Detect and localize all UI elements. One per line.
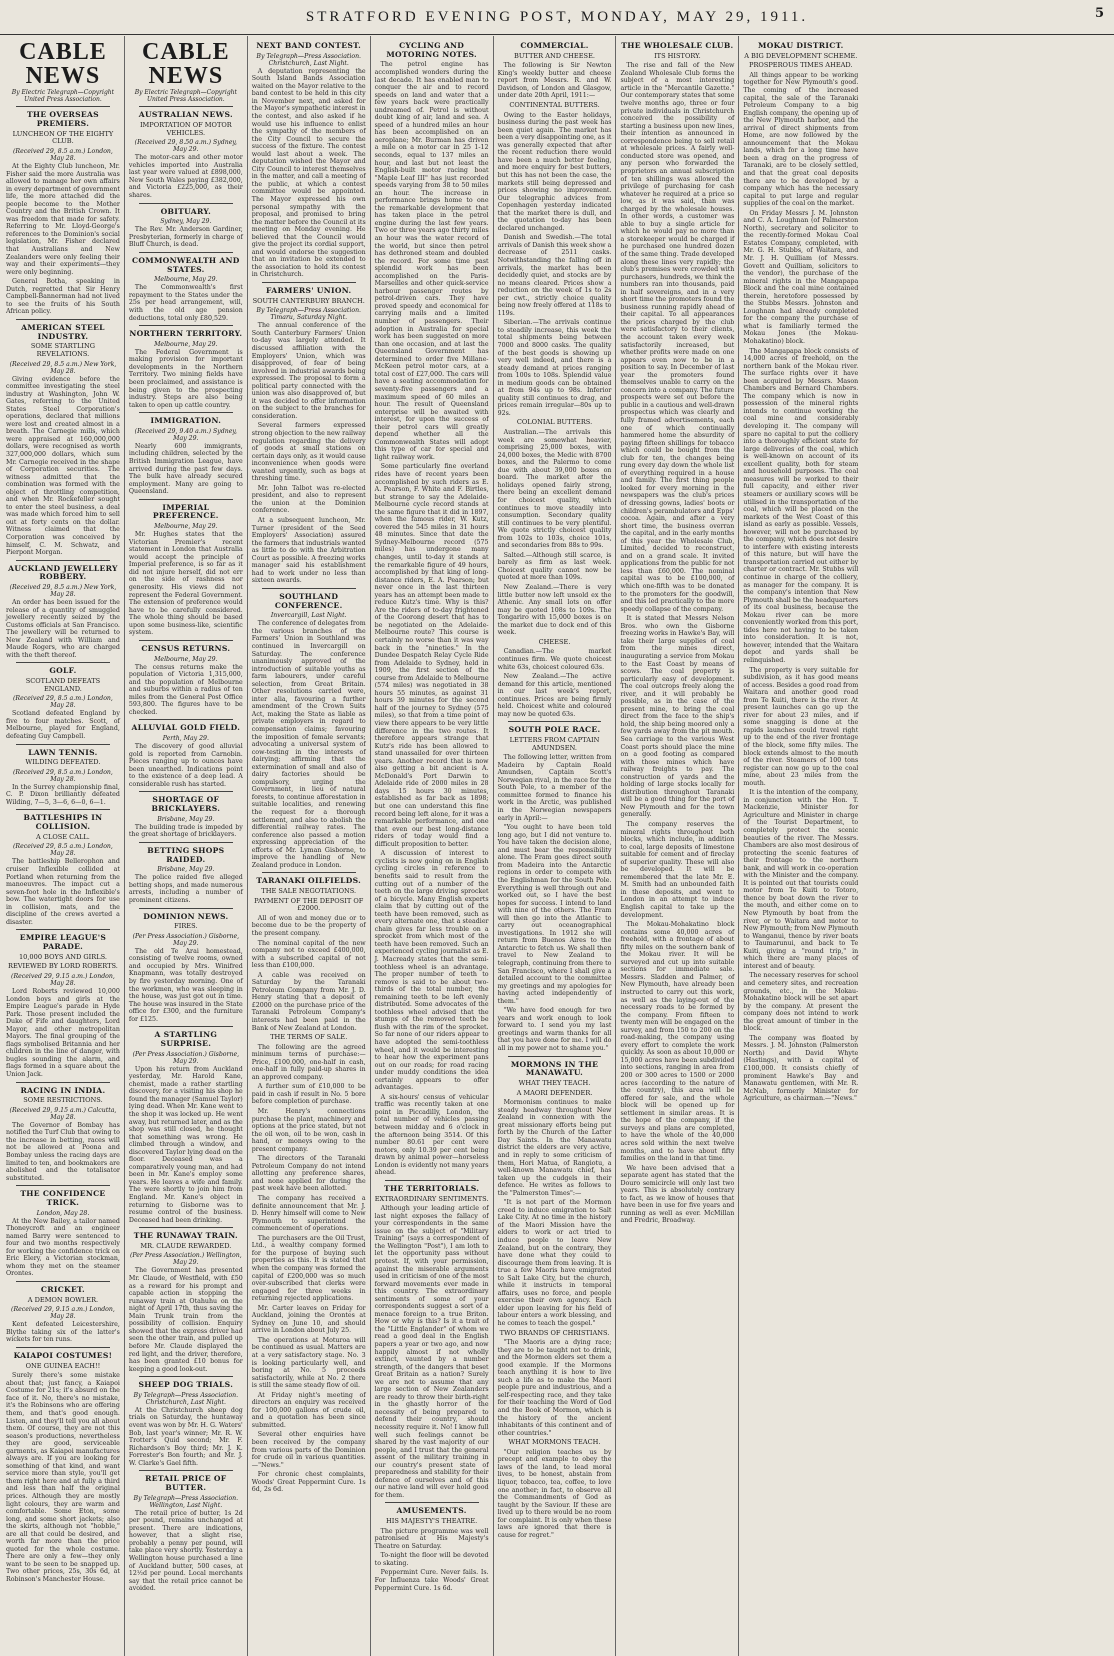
article-headline: NORTHERN TERRITORY.: [129, 329, 243, 339]
article-paragraph: A further sum of £10,000 to be paid in cash if result in No. 5 bore before completion of purchase.: [251, 1083, 366, 1106]
article-paragraph: The company reserves the mineral rights throughout both blocks, which include, in addition to coal, large deposits of limestone suitable for cement and of fireclay of superior quality. These will also be developed. It will be remembered that the late Mr. E. M. Smith had an unbounded faith in these deposits, and went to London in an attempt to induce English capital to take up the development.: [620, 820, 735, 919]
column-rule: [16, 319, 110, 320]
article-subheadline: A BIG DEVELOPMENT SCHEME.: [744, 51, 858, 60]
article-subheadline: THE TERMS OF SALE.: [270, 1033, 348, 1042]
article-paragraph: The property is very suitable for subdivision, as it has good means of access. Besides a good road from Waitara and another good road from Te Kuiti, there is the river. At present launches can go up the river for about 23 miles, and if some snagging is done at the rapids launches could travel right up to the end of the river frontage of the block, some fifty miles. The block extends almost to the mouth of the river. Steamers of 100 tons register can now go up to the coal mine, about 23 miles from the mouth.: [743, 666, 859, 787]
article-dateline: Brisbane, May 29.: [157, 815, 215, 823]
column-rule: [139, 640, 233, 641]
article-subheadline: LUNCHEON OF THE EIGHTY CLUB.: [12, 129, 114, 146]
article-paragraph: Mr. John Talbot was re-elected president, and also to represent the union at the Dominion conference.: [251, 484, 366, 515]
article-paragraph: Mr. Hughes states that the Victorian Premier's recent statement in London that Australia would accept the principle of Imperial preference, is so far as it did not injure herself, did not err on the side of rashness nor generosity. His views did not represent the Federal Government. The extension of preference would have to be carefully considered. The whole thing should be based upon some business-like, scientific system.: [128, 531, 243, 637]
article-paragraph: Some particularly fine overland rides have of recent years been accomplished by such riders as E. A. Pearson, F. White and F. Birtles, but strange to say the Adelaide-Melbourne cycle record stands at the same figure that it did in 1897, when the famous rider, W. Kutz, covered the 545 miles in 31 hours 48 minutes. Since that date the Sydney-Melbourne record (575 miles) has undergone many changes, until to-day it stands at the remarkable figure of 49 hours, accomplished by that king of long-distance riders, E. A. Pearson; but never once in the last thirteen years has an attempt been made to reduce Kutz's time. Why is this? Are the riders of to-day frightened of the Coorong desert that has to be negotiated on the Adelaide-Melbourne route? This course is certainly no worse than it was way back in the "nineties." In the Dundee Despatch Relay Cycle Ride from Adelaide to Sydney, held in 1909, the first section of the course from Adelaide to Melbourne (574 miles) was negotiated in 38 hours 55 minutes, as against 31 hours 39 minutes for the second half of the journey to Sydney (575 miles), so that from a time point of view there appears to be very little difference in the two routes. It therefore appears strange that Kutz's ride has been allowed to stand unassailed for over thirteen years. Another record that is now also getting a bit ancient is A. McDonald's Port Darwin to Adelaide ride of 2000 miles in 28 days 15 hours 30 minutes, established as far back as 1898; but one can understand this fine record being left alone, for it was a remarkable performance, and one that even our best long-distance riders of today would find a difficult proposition to better.: [374, 463, 489, 848]
article-paragraph: The company was floated by Messrs. J. M. Johnston (Palmerston North) and David Whyte (Hastings), with a capital of £100,000. It consists chiefly of prominent Hawke's Bay and Manawatu gentlemen, with Mr. R. McNab, formerly Minister for Agriculture, as chairman.—"News.": [743, 1034, 859, 1103]
column-rule: [139, 842, 233, 843]
article-dateline: (Per Press Association.) Gisborne, May 29.: [132, 1050, 240, 1065]
article-paragraph: General Botha, speaking in Dutch, regretted that Sir Henry Campbell-Bannerman had not lived to see the fruits of his South African policy.: [6, 278, 120, 316]
article-paragraph: The building trade is impeded by the great shortage of bricklayers.: [128, 823, 243, 839]
article-paragraph: The Commonwealth's first repayment to the States under the 25s per head arrangement, will, with the old age pension deductions, total only £80,529.: [128, 284, 243, 322]
article-headline: COMMONWEALTH AND STATES.: [132, 255, 240, 274]
article-subheadline: WILDING DEFEATED.: [25, 758, 101, 767]
article-paragraph: Mr. Henry's connections purchase the plant, machinery and options at the price stated, but not the oil won, oil to be won, cash in hand, or moneys owing to the present company.: [251, 1108, 366, 1153]
article-subheadline: CHEESE.: [538, 637, 571, 646]
column-rule: [139, 203, 233, 204]
article-paragraph: We have been advised that a separate agent has stated that the Douro semicircle will only last two years. This is absolutely contrary to fact, as we know of houses that have been in use for five years and running as well as ever. McMillan and Fredric, Broadway.: [620, 1164, 735, 1225]
article-headline: ALLUVIAL GOLD FIELD.: [131, 723, 241, 733]
column-2: [125, 36, 248, 1656]
article-dateline: (Received 29, 9.15 a.m.) London, May 28.: [11, 972, 115, 987]
article-headline: COMMERCIAL.: [520, 41, 589, 50]
article-dateline: By Telegraph—Press Association. Timaru, Saturday Night.: [256, 307, 362, 322]
article-subheadline: PAYMENT OF THE DEPOSIT OF £2000.: [254, 896, 364, 913]
article-paragraph: On Friday Messrs J. M. Johnston and C. A. Loughnan (of Palmerston North), secretary and solicitor to the recently-formed Mokau Coal Estates Company, completed, with Mr. G. H. Stubbs, of Waitara, and Mr. J. H. Quilliam (of Messrs. Govett and Quilliam, solicitors to the vendor), the purchase of the mineral rights in the Mangapapa Block and the coal mine contained therein, heretofore possessed by the Stubbs Messrs. Johnston and Loughnan had already completed for the company the purchase of what is familiarly termed the Mokau Jones (the Mokau-Mohakatino) block.: [743, 209, 859, 346]
article-subheadline: FIRES.: [174, 922, 198, 931]
masthead-title: STRATFORD EVENING POST, MONDAY, MAY 29, 1911.: [305, 8, 809, 25]
article-paragraph: Kent defeated Leicestershire, Blythe taking six of the latter's wickets for ten runs.: [6, 1321, 120, 1344]
article-headline: AUSTRALIAN NEWS.: [138, 110, 233, 120]
article-paragraph: The following letter, written from Madeira by Captain Roald Amundsen, Captain Scott's Norwegian rival, in the race for the South Pole, to a member of the committee formed to finance his work in the Arctic, was published in the Norwegian newspapers early in April:—: [497, 754, 612, 822]
article-paragraph: Owing to the Easter holidays, business during the past week has been quiet again. The market has been a very disappointing one, as it was generally expected that after the recent reduction there would have been a much better feeling, and more enquiry for best butters, but this has not been the case, the markets still being depressed and prices showing no improvement. Our telegraphic advices from Copenhagen yesterday indicated that the market there is dull, and the quotation to-day has been declared unchanged.: [497, 111, 612, 232]
article-paragraph: The necessary reserves for school and cemetery sites, and recreation grounds, etc., in the Mokau-Mohakatino block will be set apart by the company. At present the company does not intend to work the great amount of timber in the block.: [743, 972, 859, 1033]
article-dateline: By Telegraph—Press Association. Wellington, Last Night.: [133, 1494, 239, 1509]
article-subheadline: WHAT THEY TEACH.: [518, 1078, 591, 1087]
article-headline: THE WHOLESALE CLUB.: [621, 41, 734, 50]
article-paragraph: To-night the floor will be devoted to skating.: [374, 1552, 489, 1567]
column-rule: [139, 1470, 233, 1471]
article-dateline: (Per Press Association.) Wellington, May 29.: [129, 1252, 242, 1267]
article-paragraph: A deputation representing the South Island Bands Association waited on the Mayor relative to the band contest to be held in this city in November next, and asked for the Mayor's sympathetic interest in the contest, and also asked if he would use his influence to enlist the sympathy of the members of the City Council to secure the success of the fixture. The contest would last about a week. The deputation wished the Mayor and City Council to interest themselves in the matter, and call a meeting of the public, at which a contest committee would be appointed. The Mayor expressed his own personal sympathy with the proposal, and promised to bring the matter before the Council at its meeting on Monday evening. He believed that the Council would give the project its cordial support, and would endorse the suggestion that an invitation be extended to the association to hold its contest in Christchurch.: [251, 67, 366, 279]
article-paragraph: At the Eighty Club luncheon, Mr. Fisher said the more Australia was allowed to manage her own affairs in every department of government life, the more attached did the people become to the Mother Country and the British Crown. It was freedom that made for safety. Referring to Mr. Lloyd-George's references to the Dominion's social legislation, Mr. Fisher declared that Australians and New Zealanders were only feeling their way and their experiments—they were only beginning.: [6, 162, 120, 276]
article-paragraph: The operations at Moturoa will be continued as usual. Matters are at a very satisfactory stage. No. 3 is looking particularly well, and boring at No. 5 proceeds satisfactorily, while at No. 2 there is still the same steady flow of oil.: [251, 1336, 366, 1390]
article-paragraph: All things appear to be working together for New Plymouth's good. The coming of the increased capital, the sale of the Taranaki Petroleum Company to a big English company, the opening up of the New Plymouth harbor, and the arrival of direct shipments from Home, are now followed by the announcement that the Mokau lands, which for a long time have been a drag on the progress of Taranaki, are to be closely settled, and that the great coal deposits there are to be developed by a company which has the necessary capital to put large and regular supplies of the coal on the market.: [743, 71, 859, 208]
article-paragraph: The Mokau-Mohakatino block contains some 40,000 acres of freehold, with a frontage of about fifty miles on the southern bank of the Mokau river. It will be surveyed and cut up into suitable sections for immediate sale. Messrs. Sladden and Palmer, of New Plymouth, have already been instructed to carry out this work, as well as the laying-out of the necessary roads to be formed by the company. From fifteen to twenty men will be engaged on the survey, and from 150 to 200 on the road-making, the company using every effort to complete the work quickly. As soon as about 10,000 or 15,000 acres have been subdivided into sections, ranging in area from 200 or 300 acres to 1500 or 2000 acres (according to the nature of the country), this area will be offered for sale, and the whole block will be opened up for settlement in similar areas. It is the hope of the company, if the surveys and plans are completed, to have the whole of the 40,000 acres sold within the next twelve months, and to have about fifty families on the land in that time.: [620, 921, 735, 1163]
article-paragraph: At a subsequent luncheon, Mr. Turner (president of the Seed Employers' Association) assured the farmers that industrials wanted as little to do with the Arbitration Court as possible. A freezing works manager said his establishment had to work under no less than sixteen awards.: [251, 517, 366, 585]
article-headline: AMUSEMENTS.: [396, 1506, 467, 1516]
article-dateline: (Per Press Association.) Gisborne, May 29.: [132, 932, 240, 947]
article-dateline: (Received 29, 8.5 a.m.) London, May 28.: [13, 695, 113, 710]
article-paragraph: In the Surrey championship final, C. P. Dixon brilliantly defeated Wilding, 7—5, 3—6, 6—0, 6—1.: [6, 783, 120, 806]
article-dateline: (Received 29, 9.15 a.m.) Calcutta, May 28.: [9, 1106, 117, 1121]
article-paragraph: An order has been issued for the release of a quantity of smuggled jewellery recently seized by the Customs officials at San Francisco. The jewellery will be returned to New Zealand with William and Maude Rogers, who are charged with the theft thereof.: [6, 599, 120, 659]
article-dateline: Melbourne, May 29.: [154, 340, 218, 348]
article-paragraph: "The Maoris are a dying race; they are to be taught not to drink, and the Mormon elders set them a good example. If the Mormons teach anything it is how to live such a life as to make the Maori people pure and industrious, and a self-respecting race, and they take for their teaching the Word of God and the Book of Mormon, which is the history of the ancient inhabitants of this continent and of other countries.": [497, 1339, 612, 1437]
article-headline: A STARTLING SURPRISE.: [154, 1030, 218, 1048]
article-subheadline: WHAT MORMONS TEACH.: [508, 1438, 601, 1447]
article-paragraph: It is the intention of the company, in conjunction with the Hon. T. Mackenzie, Minister for Agriculture and Minister in charge of the Tourist Department, to completely protect the scenic beauties of the river. The Messrs. Chambers are also most desirous of protecting the scenic features of their frontage to the northern bank, and will work in co-operation with the Minister and the company. It is pointed out that tourists could motor from Te Kuiti to Totoro, thence by boat down the river to the mouth, and either come on to New Plymouth by boat from the river, or to Waitara and motor to New Plymouth; from New Plymouth to Wanganui, thence by river boats to Taumarunui, and back to Te Kuiti, giving a "round trip," in which there are many places of interest and of beauty.: [743, 789, 859, 970]
article-headline: THE TERRITORIALS.: [384, 1183, 480, 1193]
article-headline: MORMONS IN THE MANAWATU.: [510, 1059, 599, 1078]
column-rule: [139, 106, 233, 107]
article-paragraph: The picture programme was well patronised at His Majesty's Theatre on Saturday.: [374, 1527, 489, 1550]
article-paragraph: Giving evidence before the committee investigating the steel industry at Washington, John W. Gates, referring to the United States Steel Corporation's operations, declared that millions were lost and created almost in a breath. The Carnegie mills, which were appraised at 160,000,000 dollars, were recognised as worth 327,000,000 dollars, which sum Mr. Carnegie received in the shape of Corporation securities. The witness admitted that the combination was formed with the object of throttling competition, and when Mr. Rockefeller sought to enter the steel business, a deal was made which forced him to sell out at forty cents on the dollar. Witness claimed that the Corporation was conceived by himself, C. M. Schwatz, and Pierpont Morgan.: [6, 375, 120, 557]
article-paragraph: New Zealand.—The active demand for this article, mentioned in our last week's report, continues. Prices are being firmly held. Choicest white and coloured may now be quoted 63s.: [497, 673, 612, 718]
article-paragraph: Scotland defeated England by five to four matches. Scott, of Melbourne, played for England, defeating Guy Campbell.: [6, 710, 120, 740]
page-number: 5: [1094, 6, 1104, 21]
article-paragraph: A discussion of interest to cyclists is now going on in English cycling circles in reference to benefits said to result from the cutting out of a number of the teeth on the large driving sprocket of a bicycle. Many English experts claim that by cutting out of the teeth have been removed, such as every alternate one, that a steadier chain gives far less trouble on a sprocket from which most of the teeth have been removed. Such an experienced cycling journalist as E. J. Macready states that the semi-toothless wheel is an advantage. The proper number of teeth to remove is said to be about two-thirds of the total number, the remaining teeth to be left evenly distributed. Some advocates of the toothless wheel advised that the stumps of the removed teeth be flush with the rim of the sprocket. So far none of our riders appear to have adopted the semi-toothless wheel, and it would be interesting to hear how the experiment pans out on our roads; for road racing under muddy conditions the idea certainly appears to offer advantages.: [374, 850, 489, 1092]
article-paragraph: The annual conference of the South Canterbury Farmers' Union to-day was largely attended. It discussed affiliation with the Employers' Union, which was disapproved, of fear of being involved in industrial awards being expressed. The proposal to form a political party connected with the union was also disapproved of, but it was decided to offer information on the subject to the branches for consideration.: [251, 322, 366, 420]
article-subheadline: SOUTH CANTERBURY BRANCH.: [252, 296, 365, 305]
article-subheadline: CONTINENTAL BUTTERS.: [509, 101, 600, 110]
article-paragraph: The company has received a definite announcement that Mr. J. D. Henry himself will come to New Plymouth to superintend the commencement of operations.: [251, 1195, 366, 1233]
article-subheadline: BUTTER AND CHEESE.: [514, 51, 595, 60]
column-rule: [139, 1227, 233, 1228]
column-rule: [16, 1281, 110, 1282]
article-dateline: Brisbane, May 29.: [157, 866, 215, 874]
column-rule: [385, 1502, 479, 1503]
article-headline: EMPIRE LEAGUE'S PARADE.: [19, 933, 107, 952]
article-headline: RETAIL PRICE OF BUTTER.: [145, 1474, 227, 1492]
article-dateline: London, May 28.: [36, 1209, 90, 1217]
article-headline: BATTLESHIPS IN COLLISION.: [23, 813, 103, 832]
article-paragraph: Siberian.—The arrivals continue to steadily increase, this week the total shipments being between 7000 and 8000 casks. The quality of the best goods is showing up very well indeed, and there is a steady demand at prices ranging from 100s to 108s. Splendid value in medium goods can be obtained at from 94s up to 98s. Inferior quality still continues to drag, and prices remain irregular—80s up to 92s.: [497, 319, 612, 417]
article-paragraph: The census returns make the population of Victoria 1,315,000, and the population of Melbourne and suburbs within a radius of ten miles from the General Post Office 593,800. The figures have to be checked.: [128, 663, 243, 716]
column-rule: [16, 1185, 110, 1186]
article-paragraph: Danish and Swedish.—The total arrivals of Danish this week show a decrease of 2511 casks. Notwithstanding the falling off in arrivals, the market has been decidedly quiet, and stocks are by no means cleared. Prices show a reduction on the week of 1s to 2s per cwt., strictly choice quality being now freely offered at 118s to 119s.: [497, 234, 612, 317]
credit-line: By Electric Telegraph—Copyright United Press Association.: [134, 89, 237, 104]
article-headline: SOUTHLAND CONFERENCE.: [274, 591, 343, 610]
article-subheadline: A MAORI DEFENDER.: [516, 1088, 593, 1097]
article-headline: THE OVERSEAS PREMIERS.: [26, 110, 99, 129]
article-headline: BETTING SHOPS RAIDED.: [147, 845, 225, 864]
article-paragraph: Salted.—Although still scarce, is barely as firm as last week. Choicest quality cannot now be quoted at more than 109s.: [497, 551, 612, 582]
article-paragraph: The petrol engine has accomplished wonders during the last decade. It has enabled man to conquer the air and to record speeds on land and water that a few years back were practically undreamed of. Petrol is without doubt king of air, land and sea. A speed of a hundred miles an hour has been accomplished on an aeroplane; Mr. Burman has driven a mile on a motor car in 25 1-12 seconds, equal to 137 miles an hour, and last but not least the English-built motor racing boat "Maple Leaf III" has just recorded speeds varying from 38 to 50 miles an hour. The increase in performance brings home to one the remarkable development that has taken place in the petrol engine during the last few years. Two or three years ago thirty miles an hour was the water record of the world, but since then petrol has dethroned steam and doubled the record. For some time past splendid work has been accomplished on the Paris-Marseilles and other quick-service harbour passenger routes by petrol-driven cars. They have proved speedy and economical for carrying mails and a limited number of passengers. Their adoption in Australia for special work has been suggested on more than one occasion, and at last the Queensland Government has determined to order five Millane-McKeen petrol motor cars, at a total cost of £27,000. The cars will have a seating accommodation for seventy-five passengers and a maximum speed of 60 miles an hour. The result of Queensland enterprise will be awaited with interest, for upon the success of their petrol cars will greatly depend whether all the Commonwealth States will adopt this type of car for special and light railway work.: [374, 61, 489, 461]
article-dateline: (Received 29, 8.5 a.m.) London, May 28.: [13, 147, 113, 162]
credit-line: By Electric Telegraph—Copyright United Press Association.: [11, 89, 115, 104]
article-dateline: Perth, May 29.: [162, 735, 209, 743]
column-rule: [16, 929, 110, 930]
article-paragraph: At the New Bailey, a tailor named Thoneycroft and an engineer named Barry were sentenced to four and two months respectively for working the confidence trick on Eric Elery, a Victorian stockman, whom they met on the steamer Orontes.: [6, 1217, 120, 1278]
article-paragraph: Australian.—The arrivals this week are somewhat heavier, comprising 25,000 boxes, with 24,000 boxes, the Medic with 8700 boxes, and the Palermo to come due with about 39,000 boxes on board. The market after the holidays opened fairly strong, there being an excellent demand for choicest quality, which continues to move steadily into consumption. Secondary quality still continues to be very plentiful. We quote strictly choicest quality from 102s to 103s, choice 101s, and secondaries from 88s to 99s.: [497, 429, 612, 550]
columns-container: [2, 36, 1114, 1656]
article-dateline: (Received 29, 8.50 a.m.) Sydney, May 29.: [134, 139, 237, 154]
article-headline: CRICKET.: [40, 1285, 85, 1295]
column-7: [739, 36, 862, 1656]
article-subheadline: 10,000 BOYS AND GIRLS.: [18, 952, 107, 961]
article-subheadline: MR. CLAUDE REWARDED.: [140, 1241, 232, 1250]
column-rule: [16, 1347, 110, 1348]
column-rule: [139, 325, 233, 326]
article-headline: MOKAU DISTRICT.: [758, 41, 844, 50]
article-paragraph: All of won and money due or to become due to be the property of the present company.: [251, 914, 366, 937]
column-3: [248, 36, 371, 1656]
column-rule: [262, 588, 356, 589]
article-dateline: By Telegraph—Press Association. Christchurch, Last Night.: [133, 1391, 239, 1406]
article-paragraph: The nominal capital of the new company not to exceed £400,000, with a subscribed capital of not less than £100,000.: [251, 939, 366, 970]
masthead: [0, 0, 1114, 35]
article-subheadline: A CLOSE CALL.: [36, 832, 90, 841]
article-headline: IMPERIAL PREFERENCE.: [152, 502, 219, 521]
article-paragraph: The purchasers are the Oil Trust, Ltd., a wealthy company formed for the purpose of buying such properties as this. It is stated that when the company was formed the capital of £200,000 was so much over-subscribed that clerks were engaged for three weeks in returning rejected applications.: [251, 1234, 366, 1303]
article-paragraph: "We have food enough for two years and work enough to look forward to. I send you my last greetings and warm thanks for all that you have done for me. I will do all in my power not to shame you.": [497, 1007, 612, 1052]
article-paragraph: The battleship Bellerophon and cruiser Inflexible collided at Portland when returning from the manoeuvres. The impact cut a seven-foot hole in the Inflexible's bow. The watertight doors for use in collision, mats, and the discipline of the crews averted a disaster.: [6, 858, 120, 926]
article-dateline: By Telegraph—Press Association. Christchurch, Last Night.: [256, 52, 362, 67]
article-paragraph: A cable was received on Saturday by the Taranaki Petroleum Company from Mr. J. D. Henry stating that a deposit of £2000 on the purchase price of the Taranaki Petroleum Company's interests had been paid in the Bank of New Zealand at London.: [251, 971, 366, 1032]
article-dateline: (Received 29, 8.5 a.m.) New York, May 28.: [9, 360, 117, 375]
article-paragraph: Peppermint Cure. Never fails. Is. For Influenza take Woods' Great Peppermint Cure. 1s 6d.: [374, 1569, 489, 1592]
article-paragraph: At the Christchurch sheep dog trials on Saturday, the huntaway event was won by Mr. H. G. Waters' Bob, last year's winner; Mr. R. W. Trotter's Quid second; Mr. F. Richardson's Boy third; Mr. J. K. Forrester's Bon fourth; and Mr. J. W. Clarke's Gael fifth.: [128, 1406, 243, 1467]
column-rule: [139, 412, 233, 413]
article-dateline: Melbourne, May 29.: [154, 655, 218, 663]
article-headline: THE RUNAWAY TRAIN.: [133, 1231, 238, 1241]
article-subheadline: TWO BRANDS OF CHRISTIANS.: [499, 1328, 610, 1337]
article-headline: KAIAPOI COSTUMES!: [13, 1350, 113, 1360]
article-paragraph: The conference of delegates from the various branches of the Farmers' Union in Southland was continued in Invercargill on Saturday. The conference unanimously approved of the introduction of suitable youths as farm labourers, under careful selection, from Great Britain. Other resolutions carried were, inter alia, favouring a further amendment of the Crown Suits Act, making the State as liable as private employers in regard to compensation claims; favouring the imposition of female servants; advocating a universal system of cow-testing in the interests of dairying; affirming that the extermination of small and also of dairy factories should be compulsory, urging the Government, in lieu of natural forests, to continue afforestation in suitable localities, and renewing the request for a thorough settlement, and also to abolish the differential railway rates. The conference also passed a motion expressing appreciation of the efforts of Mr. Lyman Gisborne, to improve the handling of New Zealand produce in London.: [251, 620, 366, 869]
section-heading: CABLE NEWS: [19, 39, 107, 89]
article-dateline: (Received 29, 8.5 a.m.) London, May 28.: [13, 768, 113, 783]
article-paragraph: The directors of the Taranaki Petroleum Company do not intend allotting any preference shares, and none applied for during the past week have been allotted.: [251, 1155, 366, 1193]
article-subheadline: PROSPEROUS TIMES AHEAD.: [749, 61, 853, 70]
column-rule: [262, 282, 356, 283]
article-paragraph: "You ought to have been told long ago, but I did not venture to. You have taken the decision alone, and must bear the responsibility alone. The Fram goes direct south from Madeira into the Antarctic regions in order to compete with the Englishman for the South Pole. Everything is well through out and worked out, so I have the best hopes for success. I intend to land with nine of the others. The Fram will then go into the Atlantic to carry out oceanographical investigations. In 1912 she will return from Buenos Aires to the Antarctic to fetch us. We shall then travel to New Zealand to telegraph, continuing from there to San Francisco, where I shall give a detailed account to the committee my greetings and my apologies for having acted independently of them.": [497, 824, 612, 1005]
article-paragraph: The Rev. Mr. Anderson Gardiner, Presbyterian, formerly in charge of Bluff Church, is dead.: [128, 226, 243, 249]
article-subheadline: THE SALE NEGOTIATIONS.: [261, 887, 357, 896]
article-headline: FARMERS' UNION.: [266, 286, 352, 296]
article-paragraph: Mormonism continues to make steady headway throughout New Zealand in connexion with the great missionary efforts being put forth by the Church of the Latter Day Saints. In the Manawatu district the elders are very active, and in reply to some criticism of them, Hori Matua, of Rangiotu, a well-known Manawatu chief, has taken up the cudgels in their defence. He writes as follows to the "Palmerston Times":—: [497, 1099, 612, 1197]
article-subheadline: HIS MAJESTY'S THEATRE.: [385, 1517, 478, 1526]
article-paragraph: The retail price of butter, 1s 2d per pound, remains unchanged at present. There are indications, however, that a slight rise, probably a penny per pound, will take place very shortly. Yesterday a Wellington house purchased a line of Auckland butter, 500 cases, at 12½d per pound. Local merchants say that the retail price cannot be avoided.: [128, 1509, 243, 1593]
column-rule: [16, 662, 110, 663]
column-rule: [508, 1056, 602, 1057]
article-paragraph: Nearly 600 immigrants, including children, selected by the British Immigration League, have arrived during the past few days. The bulk have already secured employment. Many are going to Queensland.: [128, 442, 243, 496]
column-rule: [139, 1376, 233, 1377]
article-paragraph: The Governor of Bombay has notified the Turf Club that owing to the increase in betting, races will not be allowed at Poona and Bombay unless the racing days are limited to ten, and bookmakers are abolished and the totalisator substituted.: [6, 1121, 120, 1182]
article-subheadline: ITS HISTORY.: [654, 51, 701, 60]
article-paragraph: For chronic chest complaints, Woods' Great Peppermint Cure. 1s 6d, 2s 6d.: [251, 1471, 366, 1494]
article-headline: SHORTAGE OF BRICKLAYERS.: [151, 795, 221, 814]
column-rule: [16, 1082, 110, 1083]
column-4: [371, 36, 494, 1656]
article-dateline: (Received 29, 8.5 a.m.) New York, May 28.: [9, 584, 117, 599]
article-paragraph: "It is not part of the Mormon creed to induce emigration to Salt Lake City. At no time in the history of the Maori Mission have the elders to work or act tried to induce people to leave New Zealand, but on the contrary, they have done what they could to discourage them from leaving. It is true a few Maoris have emigrated to Salt Lake City, but the church, while it instructs in temporal affairs, uses no force, and people exercise their own agency. Each elder upon leaving for his field of labour enters a work blessing, and he comes to teach the gospel.": [497, 1199, 612, 1327]
article-subheadline: SOME RESTRICTIONS.: [23, 1096, 103, 1105]
article-subheadline: COLONIAL BUTTERS.: [516, 418, 593, 427]
article-subheadline: ONE GUINEA EACH!!: [25, 1361, 101, 1370]
article-paragraph: Lord Roberts reviewed 10,000 London boys and girls at the Empire League's parade in Hyde Park. Those present included the Duke of Fife and daughters, Lord Mayor, and other metropolitan Mayors. The final grouping of the flags symbolised Britannia and her children in the line of danger, with bugles sounding the alarm, and flags formed in a square about the Union Jack.: [6, 987, 120, 1078]
article-paragraph: At Friday night's meeting of directors an enquiry was received for 100,000 gallons of crude oil, and a quotation has been since submitted.: [251, 1391, 366, 1429]
article-headline: DOMINION NEWS.: [143, 911, 229, 921]
article-paragraph: New Zealand.—There is very little butter now left unsold ex the Athenic. Any small lots on offer may be quoted 108s to 109s. The Tongariro with 15,000 boxes is on the market due to dock end of this week.: [497, 584, 612, 637]
article-headline: SHEEP DOG TRIALS.: [138, 1380, 234, 1390]
column-rule: [16, 809, 110, 810]
column-rule: [139, 791, 233, 792]
article-headline: OBITUARY.: [160, 206, 212, 216]
article-paragraph: Upon his return from Auckland yesterday, Mr. Harold Kane, chemist, made a rather startling discovery, for a visiting his shop he found the manager (Samuel Taylor) lying dead. When Mr. Kane went to the shop it was locked up. He went away, but returned later, and as the shop was still closed, he thought that something was wrong. He climbed through a window, and discovered Taylor lying dead on the floor. Deceased was a comparatively young man, and had been in Mr. Kane's employ some years. He leaves a wife and family. The were shortly to join him from England. Mr. Kane's object in returning to Gisborne was to resume control of the business. Deceased had been drinking.: [128, 1065, 243, 1224]
article-dateline: Invercargill, Last Night.: [270, 612, 347, 620]
article-paragraph: The following is Sir Newton King's weekly butter and cheese report from Messrs. R. and W. Davidson, of London and Glasgow, under date 20th April, 1911:—: [497, 62, 612, 100]
article-paragraph: The Mangapapa block consists of 14,000 acres of freehold, on the northern bank of the Mokau river. The surface rights over it have been acquired by Messrs. Mason Chambers and Bernard Chambers. The company which is now in possession of the mineral rights intends to continue working the coal mine and considerably developing it. The company will spare no capital to put the colliery into a thoroughly efficient state for large deliveries of the coal, which is well-known on account of its excellent quality, both for steam and household purposes. The coal measures will be worked to their full capacity, and either river steamers or auxiliary scows will be utilised in the transportation of the coal, which will be placed on the markets of the West Coast of this island as early as possible. Vessels, however, will not be purchased by the company, which does not desire to interfere with existing interests of this nature, but will have the transportation carried out either by charter or contract. Mr. Stubbs will continue in charge of the colliery, as manager for the company. It is the company's intention that New Plymouth shall be the headquarters of its coal business, because the Mokau river can be more conveniently worked from this port, tides here not having to be taken into consideration. It is not, however, intended that the Waitara depot and yards shall be relinquished.: [743, 347, 859, 664]
article-headline: SOUTH POLE RACE.: [508, 725, 601, 735]
column-rule: [139, 1026, 233, 1027]
article-dateline: (Received 29, 9.40 a.m.) Sydney, May 29.: [134, 427, 237, 442]
article-paragraph: Canadian.—The market continues firm. We quote choicest white 63s, choicest coloured 63s.: [497, 648, 612, 671]
column-rule: [385, 1180, 479, 1181]
article-paragraph: The rise and fall of the New Zealand Wholesale Club forms the subject of a most interesting article in the "Mercantile Gazette." Our contemporary states that some twelve months ago, three or four private individuals in Christchurch conceived the possibility of starting a business upon new lines, their intention as announced in correspondence being to sell retail at wholesale prices. A fairly well-conducted store was opened, and any person who forwarded the proprietors an annual subscription of ten shillings was allowed the privilege of purchasing for cash whatever he required at a price so low, as it was said, than was charged by the wholesale houses. In other words, a customer was able to buy a single article for which he would pay no more than a storekeeper would be charged if he purchased one hundred dozen of the same thing. Trade developed along these lines very rapidly; the club's premises were crowded with purchasers, hundreds, we think the numbers ran into thousands, paid in half sovereigns, and in a very short time the promoters found the business running rapidly ahead of their capital. To all appearances the prices charged by the club were satisfactory to their clients, the account taken every week satisfactorily increased, but whether profits were made on one appears even now to be in a position to say. In December of last year the promoters found themselves unable to carry on the concern into a company. The future prospects were set out before the public in a cautious and well-drawn prospectus which was clearly and fully framed advertisements, each one of which continually hammered home the absurdity of paying fifteen shillings for tobacco which could be bought from the club for ten, the changes being rung every day down the whole list of everything required in a house and family. The first thing people looked for every morning in the newspapers was the club's prices of dressing gowns, ladies' boots or children's perambulators and Epps' cocoa. Again, and after a very short time, the business overran the capital, and in the early months of this year the Wholesale Club, Limited, decided to reconstruct, and on a grand scale. It invited applications from the public for not less than £60,000. The nominal capital was to be £100,000, of which one-fifth was to be donated to the promoters for the goodwill, and this led practically to the more speedy collapse of the company.: [620, 62, 735, 613]
column-rule: [16, 106, 110, 107]
article-headline: LAWN TENNIS.: [28, 747, 98, 757]
article-paragraph: Surely there's some mistake about that; just fancy, a Kaiapoi Costume for 21s; it's absurd on the face of it. No, there's no mistake, it's the Robinsons who are offering them, and that's good enough. Listen, and they'll tell you all about them. Of course, they are not this season's productions, nevertheless they are good, serviceable garments, as Kaiapoi manufactures always are. If you are looking for something of that kind, and want service more than style, you'll get them right here and at fully a third and less than half the original prices. Although they are mostly light colours, they are warm and comfortable. Some Eton, some long, and some short jackets; also the skirts, although not "hobble," are all that could be desired, and worth far more than the price quoted for the whole costume. There are only a few—they only want to be seen to be snapped up. Two other prices, 25s, 30s 6d, at Robinson's Manchester House.: [6, 1372, 120, 1584]
article-subheadline: LETTERS FROM CAPTAIN AMUNDSEN.: [509, 736, 600, 752]
article-subheadline: SOME STARTLING REVELATIONS.: [30, 342, 96, 358]
article-subheadline: EXTRAORDINARY SENTIMENTS.: [374, 1194, 489, 1203]
article-headline: NEXT BAND CONTEST.: [256, 41, 362, 50]
article-paragraph: It is stated that Messrs Nelson Bros. who own the Gisborne freezing works in Hawke's Bay, will take their large supplies of coal from the mines direct, inaugurating a service from Mokau to the East Coast by means of scows. The coal property is particularly easy of development. The coal outcrops freely along the river, and it will probably be possible, as in the case of the present mine, to bring the coal direct from the face to the ship's hold, the ship being moored only a few yards away from the pit mouth. Sea carriage to the various West Coast ports should place the mine on a good footing as compared with those mines which have railway freights to pay. The construction of yards and the holding of large stocks locally for distribution throughout Taranaki will be a good thing for the port of New Plymouth and for the town generally.: [620, 615, 735, 819]
column-rule: [139, 499, 233, 500]
article-headline: RACING IN INDIA.: [20, 1085, 106, 1095]
column-1: [2, 36, 125, 1656]
column-rule: [16, 560, 110, 561]
article-paragraph: The police raided five alleged betting shops, and made numerous arrests, including a number of prominent citizens.: [128, 874, 243, 904]
article-headline: IMMIGRATION.: [150, 416, 222, 426]
article-paragraph: "Our religion teaches us by precept and example to obey the laws of the land, to lead moral lives, to be honest, abstain from liquor, tobacco, tea, coffee, to love one another; in fact, to observe all the Commandments of God as taught by the Saviour. If these are lived up to there would be no room for complaint. It is only when these laws are ignored that there is cause for regret.": [497, 1448, 612, 1539]
article-headline: THE CONFIDENCE TRICK.: [20, 1189, 106, 1207]
article-subheadline: SCOTLAND DEFEATS ENGLAND.: [25, 677, 101, 693]
column-rule: [262, 872, 356, 873]
article-headline: TARANAKI OILFIELDS.: [256, 876, 362, 886]
article-dateline: (Received 29, 8.5 a.m.) London, May 28.: [13, 843, 113, 858]
article-subheadline: IMPORTATION OF MOTOR VEHICLES.: [139, 121, 232, 137]
article-paragraph: Several farmers expressed strong objection to the new railway regulation regarding the delivery of goods at small stations on certain days only, as it would cause inconvenience when goods were wanted urgently, such as bags at threshing time.: [251, 422, 366, 483]
article-paragraph: The motor-cars and other motor vehicles imported into Australia last year were valued at £898,000, New South Wales paying £382,000, and Victoria £225,000, as their shares.: [128, 154, 243, 199]
article-headline: AMERICAN STEEL INDUSTRY.: [21, 322, 105, 341]
column-6: [616, 36, 739, 1656]
article-dateline: Sydney, May 29.: [160, 218, 212, 226]
column-rule: [139, 719, 233, 720]
column-rule: [508, 721, 602, 722]
column-rule: [139, 252, 233, 253]
article-headline: CENSUS RETURNS.: [141, 643, 231, 653]
article-paragraph: The discovery of good alluvial gold is reported from Carnobin. Pieces ranging up to ounces have been unearthed. Indications point to the existence of a deep lead. A considerable rush has started.: [128, 743, 243, 788]
article-headline: GOLF.: [49, 666, 77, 676]
article-subheadline: REVIEWED BY LORD ROBERTS.: [7, 962, 118, 971]
article-paragraph: A six-hours' census of vehicular traffic was recently taken at one point in Piccadilly, London, the total number of vehicles passing between midday and 6 o'clock in the afternoon being 3514. Of this number 80.61 per cent were motors, only 10.39 per cent being drawn by animal power—horseless London is evidently not many years ahead.: [374, 1093, 489, 1177]
article-dateline: Melbourne, May 29.: [154, 276, 218, 284]
article-paragraph: The following are the agreed minimum terms of purchase:—Price, £100,000, one-half in cash, one-half in fully paid-up shares in an approved company.: [251, 1043, 366, 1081]
article-paragraph: Several other enquiries have been received by the company from various parts of the Dominion for crude oil in various quantities.—"News.": [251, 1431, 366, 1469]
column-rule: [16, 744, 110, 745]
article-subheadline: A DEMON BOWLER.: [27, 1295, 99, 1304]
article-paragraph: The Government has presented Mr. Claude, of Westfield, with £50 as a reward for his prompt and capable action in stopping the runaway train at Otahuhu on the night of April 17th, thus saving the Main Trunk train from the possibility of collision. Enquiry showed that the express driver had seen the other train, and pulled up before Mr. Claude displayed the red light, and the driver, therefore, has been granted £10 bonus for keeping a good look-out.: [128, 1267, 243, 1373]
article-paragraph: Mr. Carter leaves on Friday for Auckland, joining the Orontes at Sydney on June 10, and should arrive in London about July 25.: [251, 1304, 366, 1335]
column-5: [494, 36, 617, 1656]
article-paragraph: The old Te Arai homestead, consisting of twelve rooms, owned and occupied by Mrs. Winifred Knapmann, was totally destroyed by fire yesterday morning. One of the workmen, who was sleeping in the house, was just got out in time. The house was insured in the State office for £300, and the furniture for £125.: [128, 947, 243, 1023]
article-headline: CYCLING AND MOTORING NOTES.: [386, 41, 477, 59]
article-paragraph: Although your leading article of last night exposes the fallacy of your correspondents in the same issue on the subject of "Military Training" (says a correspondent of the Wellington "Post"), I am loth to let the opportunity pass without protest. If, with your permission, against the miserable arguments used in criticism of one of the most forward movements ever made in this country. The extraordinary sentiments of some of your correspondents suggest a sort of a menace foreign to a true Briton. How or why is this? Is it a trait of the "Little Englander" of whom we read a good deal in the English papers a year or two ago, and now happily almost if not wholly extinct, vaunted by a number strength, of the dangers that beset Great Britain as a nation? Surely we are not to assume that any large section of New Zealanders are ready to throw their birth-right in the ghastly horror of the necessity of being prepared to defend their country, should necessity require it. No! I know full well such feelings cannot be shared by the vast majority of our people, and I trust that the general assent of the military training in our country's present state of preparedness and stability for their defence of ourselves and of this our native land will ever hold good for them.: [374, 1205, 489, 1499]
article-dateline: (Received 29, 9.15 a.m.) London, May 28.: [11, 1306, 115, 1321]
article-headline: AUCKLAND JEWELLERY ROBBERY.: [8, 563, 118, 582]
article-paragraph: The Federal Government is making provision for important developments in the Northern Territory. Two mining fields have been proclaimed, and assistance is being given to the prospecting industry. Steps are also being taken to open up cattle country.: [128, 348, 243, 409]
column-rule: [139, 908, 233, 909]
section-heading: CABLE NEWS: [141, 39, 230, 89]
article-dateline: Melbourne, May 29.: [154, 523, 218, 531]
